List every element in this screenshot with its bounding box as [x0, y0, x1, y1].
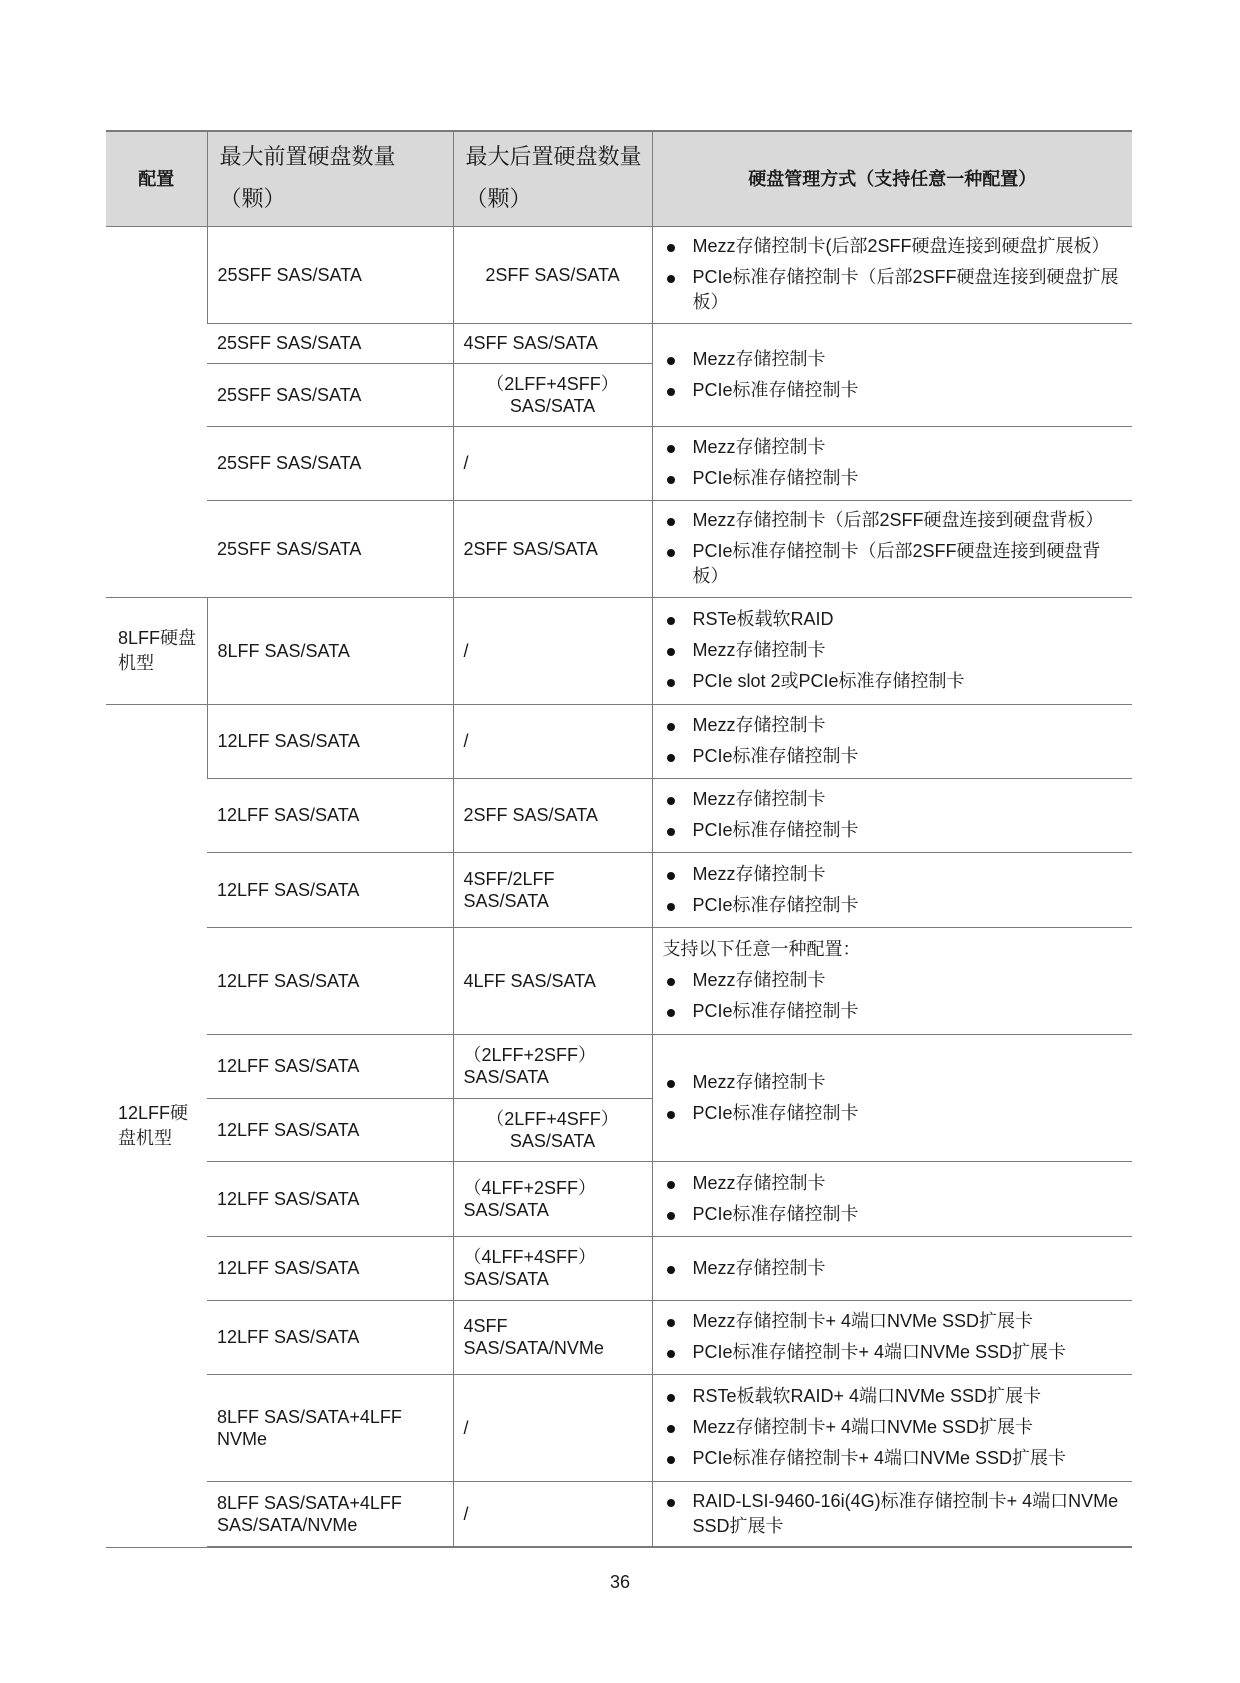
method-text: PCIe标准存储控制卡（后部2SFF硬盘连接到硬盘扩展板） — [692, 267, 1119, 312]
method-item — [663, 234, 1123, 259]
method-text: Mezz存储控制卡 — [692, 1172, 826, 1193]
method-cell — [652, 778, 1132, 852]
method-list — [663, 234, 1123, 315]
method-item — [663, 347, 1123, 372]
method-cell — [652, 426, 1132, 500]
method-item — [663, 435, 1123, 460]
table-row — [106, 323, 1132, 363]
bullet-icon — [667, 275, 675, 283]
rear-cell: （2LFF+2SFF）SAS/SATA — [453, 1034, 652, 1098]
front-cell: 25SFF SAS/SATA — [207, 500, 453, 597]
method-list — [663, 607, 1123, 694]
front-cell: 12LFF SAS/SATA — [207, 927, 453, 1034]
bullet-icon — [667, 1111, 675, 1119]
method-text: Mezz存储控制卡(后部2SFF硬盘连接到硬盘扩展板） — [692, 236, 1110, 256]
header-rear-count: 最大后置硬盘数量（颗） — [453, 131, 652, 226]
front-cell: 12LFF SAS/SATA — [207, 1236, 453, 1300]
method-item — [663, 265, 1123, 315]
method-list — [663, 347, 1123, 403]
front-cell: 25SFF SAS/SATA — [207, 323, 453, 363]
method-text: PCIe标准存储控制卡 — [692, 820, 859, 840]
bullet-icon — [667, 797, 675, 805]
method-list — [663, 862, 1123, 918]
front-cell: 12LFF SAS/SATA — [207, 1098, 453, 1161]
method-text: PCIe slot 2或PCIe标准存储控制卡 — [692, 671, 965, 691]
method-cell — [652, 927, 1132, 1034]
header-management-method: 硬盘管理方式（支持任意一种配置） — [652, 131, 1132, 226]
method-item — [663, 508, 1123, 533]
table-row — [106, 1236, 1132, 1300]
method-list — [663, 787, 1123, 843]
method-item — [663, 1202, 1123, 1227]
method-cell — [652, 1374, 1132, 1481]
method-text: PCIe标准存储控制卡 — [692, 746, 859, 766]
method-text: PCIe标准存储控制卡 — [692, 468, 859, 488]
method-item — [663, 1101, 1123, 1126]
table-row — [106, 226, 1132, 323]
rear-cell: （2LFF+4SFF）SAS/SATA — [453, 1098, 652, 1161]
method-item — [663, 744, 1123, 769]
rear-cell: / — [453, 597, 652, 704]
method-list — [663, 1256, 1123, 1281]
bullet-icon — [667, 1181, 675, 1189]
front-cell: 12LFF SAS/SATA — [207, 1034, 453, 1098]
front-cell: 25SFF SAS/SATA — [207, 226, 453, 323]
method-item — [663, 378, 1123, 403]
bullet-icon — [667, 1080, 675, 1088]
method-text: Mezz存储控制卡 — [692, 348, 826, 369]
method-item — [663, 539, 1123, 589]
rear-cell: 4SFF SAS/SATA/NVMe — [453, 1300, 652, 1374]
method-text: Mezz存储控制卡 — [692, 437, 826, 457]
bullet-icon — [667, 244, 675, 252]
front-cell: 12LFF SAS/SATA — [207, 852, 453, 927]
bullet-icon — [667, 445, 675, 453]
group-cell-8lff: 8LFF硬盘机型 — [106, 597, 207, 704]
method-text: Mezz存储控制卡 — [692, 970, 826, 990]
front-cell: 8LFF SAS/SATA+4LFF SAS/SATA/NVMe — [207, 1481, 453, 1547]
method-list — [663, 713, 1123, 769]
method-cell — [652, 1481, 1132, 1547]
method-text: Mezz存储控制卡 — [692, 640, 826, 660]
bullet-icon — [667, 1456, 675, 1464]
table-row — [106, 1481, 1132, 1547]
bullet-icon — [667, 1266, 675, 1274]
method-list — [663, 968, 1123, 1024]
bullet-icon — [667, 476, 675, 484]
method-item — [663, 669, 1123, 694]
bullet-icon — [667, 754, 675, 762]
front-cell: 25SFF SAS/SATA — [207, 426, 453, 500]
method-cell — [652, 597, 1132, 704]
method-item — [663, 1309, 1123, 1334]
method-text: PCIe标准存储控制卡 — [692, 894, 859, 915]
method-list — [663, 435, 1123, 491]
method-text: Mezz存储控制卡（后部2SFF硬盘连接到硬盘背板） — [692, 510, 1104, 530]
front-cell: 8LFF SAS/SATA+4LFF NVMe — [207, 1374, 453, 1481]
bullet-icon — [667, 978, 675, 986]
rear-cell: 4SFF/2LFF SAS/SATA — [453, 852, 652, 927]
table-row — [106, 597, 1132, 704]
method-text: PCIe标准存储控制卡（后部2SFF硬盘连接到硬盘背板） — [692, 541, 1101, 586]
method-item — [663, 1340, 1123, 1365]
method-text: Mezz存储控制卡 — [692, 1071, 826, 1092]
front-cell: 12LFF SAS/SATA — [207, 704, 453, 778]
front-cell: 8LFF SAS/SATA — [207, 597, 453, 704]
bullet-icon — [667, 549, 675, 557]
bullet-icon — [667, 1425, 675, 1433]
method-text: RSTe板载软RAID — [692, 609, 834, 629]
front-cell: 12LFF SAS/SATA — [207, 1161, 453, 1236]
method-item — [663, 1384, 1123, 1409]
method-item — [663, 968, 1123, 993]
method-cell — [652, 226, 1132, 323]
drive-config-table — [106, 130, 1132, 1548]
method-item — [663, 893, 1123, 918]
bullet-icon — [667, 617, 675, 625]
method-cell — [652, 852, 1132, 927]
method-list — [663, 1384, 1123, 1471]
method-text: PCIe标准存储控制卡 — [692, 1203, 859, 1224]
bullet-icon — [667, 1212, 675, 1220]
header-config: 配置 — [106, 131, 207, 226]
method-cell — [652, 704, 1132, 778]
page-number: 36 — [609, 1572, 631, 1592]
method-list — [663, 508, 1123, 589]
rear-cell: 4LFF SAS/SATA — [453, 927, 652, 1034]
method-cell — [652, 1300, 1132, 1374]
front-cell: 12LFF SAS/SATA — [207, 778, 453, 852]
bullet-icon — [667, 357, 675, 365]
method-text: Mezz存储控制卡 — [692, 1257, 826, 1278]
bullet-icon — [667, 723, 675, 731]
rear-cell: 2SFF SAS/SATA — [453, 500, 652, 597]
method-text: RAID-LSI-9460-16i(4G)标准存储控制卡+ 4端口NVMe SSD扩展卡 — [692, 1490, 1119, 1536]
rear-cell: （4LFF+2SFF）SAS/SATA — [453, 1161, 652, 1236]
method-item — [663, 1070, 1123, 1095]
bullet-icon — [667, 1009, 675, 1017]
table-row — [106, 1034, 1132, 1098]
table-header-row — [106, 131, 1132, 226]
method-item — [663, 713, 1123, 738]
method-text: PCIe标准存储控制卡 — [692, 1001, 859, 1021]
bullet-icon — [667, 903, 675, 911]
rear-cell: （2LFF+4SFF）SAS/SATA — [453, 363, 652, 426]
method-item — [663, 787, 1123, 812]
rear-cell: / — [453, 704, 652, 778]
method-text: RSTe板载软RAID+ 4端口NVMe SSD扩展卡 — [692, 1386, 1042, 1406]
table-row — [106, 927, 1132, 1034]
rear-cell: / — [453, 1374, 652, 1481]
method-item — [663, 1489, 1123, 1539]
table-row — [106, 778, 1132, 852]
method-item — [663, 466, 1123, 491]
method-cell — [652, 1236, 1132, 1300]
table-row — [106, 852, 1132, 927]
method-item — [663, 638, 1123, 663]
table-row — [106, 1300, 1132, 1374]
method-text: PCIe标准存储控制卡+ 4端口NVMe SSD扩展卡 — [692, 1448, 1067, 1468]
method-cell — [652, 500, 1132, 597]
bullet-icon — [667, 1319, 675, 1327]
bullet-icon — [667, 872, 675, 880]
method-text: Mezz存储控制卡+ 4端口NVMe SSD扩展卡 — [692, 1417, 1034, 1437]
table-row — [106, 1161, 1132, 1236]
group-cell-empty — [106, 226, 207, 597]
method-text: Mezz存储控制卡 — [692, 715, 826, 735]
bullet-icon — [667, 1350, 675, 1358]
method-intro: 支持以下任意一种配置： — [662, 939, 861, 959]
method-list — [663, 1309, 1123, 1365]
method-text: Mezz存储控制卡+ 4端口NVMe SSD扩展卡 — [692, 1311, 1034, 1331]
method-cell — [652, 1161, 1132, 1236]
method-list — [663, 1171, 1123, 1227]
method-text: PCIe标准存储控制卡 — [692, 379, 859, 400]
method-list — [663, 1070, 1123, 1126]
front-cell: 12LFF SAS/SATA — [207, 1300, 453, 1374]
table-row — [106, 500, 1132, 597]
bullet-icon — [667, 518, 675, 526]
method-text: PCIe标准存储控制卡+ 4端口NVMe SSD扩展卡 — [692, 1342, 1067, 1362]
rear-cell: 2SFF SAS/SATA — [453, 778, 652, 852]
header-front-count: 最大前置硬盘数量（颗） — [207, 131, 453, 226]
rear-cell: / — [453, 1481, 652, 1547]
method-text: Mezz存储控制卡 — [692, 863, 826, 884]
method-item — [663, 999, 1123, 1024]
method-item — [663, 1415, 1123, 1440]
front-cell: 25SFF SAS/SATA — [207, 363, 453, 426]
method-item — [663, 1171, 1123, 1196]
method-item — [663, 818, 1123, 843]
rear-cell: 4SFF SAS/SATA — [453, 323, 652, 363]
bullet-icon — [667, 828, 675, 836]
method-item — [663, 862, 1123, 887]
bullet-icon — [667, 388, 675, 396]
method-item — [663, 607, 1123, 632]
bullet-icon — [667, 679, 675, 687]
method-text: PCIe标准存储控制卡 — [692, 1102, 859, 1123]
method-item — [663, 1256, 1123, 1281]
table-row — [106, 704, 1132, 778]
group-cell-12lff: 12LFF硬盘机型 — [106, 704, 207, 1547]
method-cell — [652, 323, 1132, 426]
rear-cell: 2SFF SAS/SATA — [453, 226, 652, 323]
bullet-icon — [667, 1499, 675, 1507]
method-item — [663, 1446, 1123, 1471]
method-list — [663, 1489, 1123, 1539]
method-cell — [652, 1034, 1132, 1161]
method-text: Mezz存储控制卡 — [692, 789, 826, 809]
bullet-icon — [667, 648, 675, 656]
table-row — [106, 1374, 1132, 1481]
table-row — [106, 426, 1132, 500]
rear-cell: （4LFF+4SFF）SAS/SATA — [453, 1236, 652, 1300]
rear-cell: / — [453, 426, 652, 500]
bullet-icon — [667, 1394, 675, 1402]
